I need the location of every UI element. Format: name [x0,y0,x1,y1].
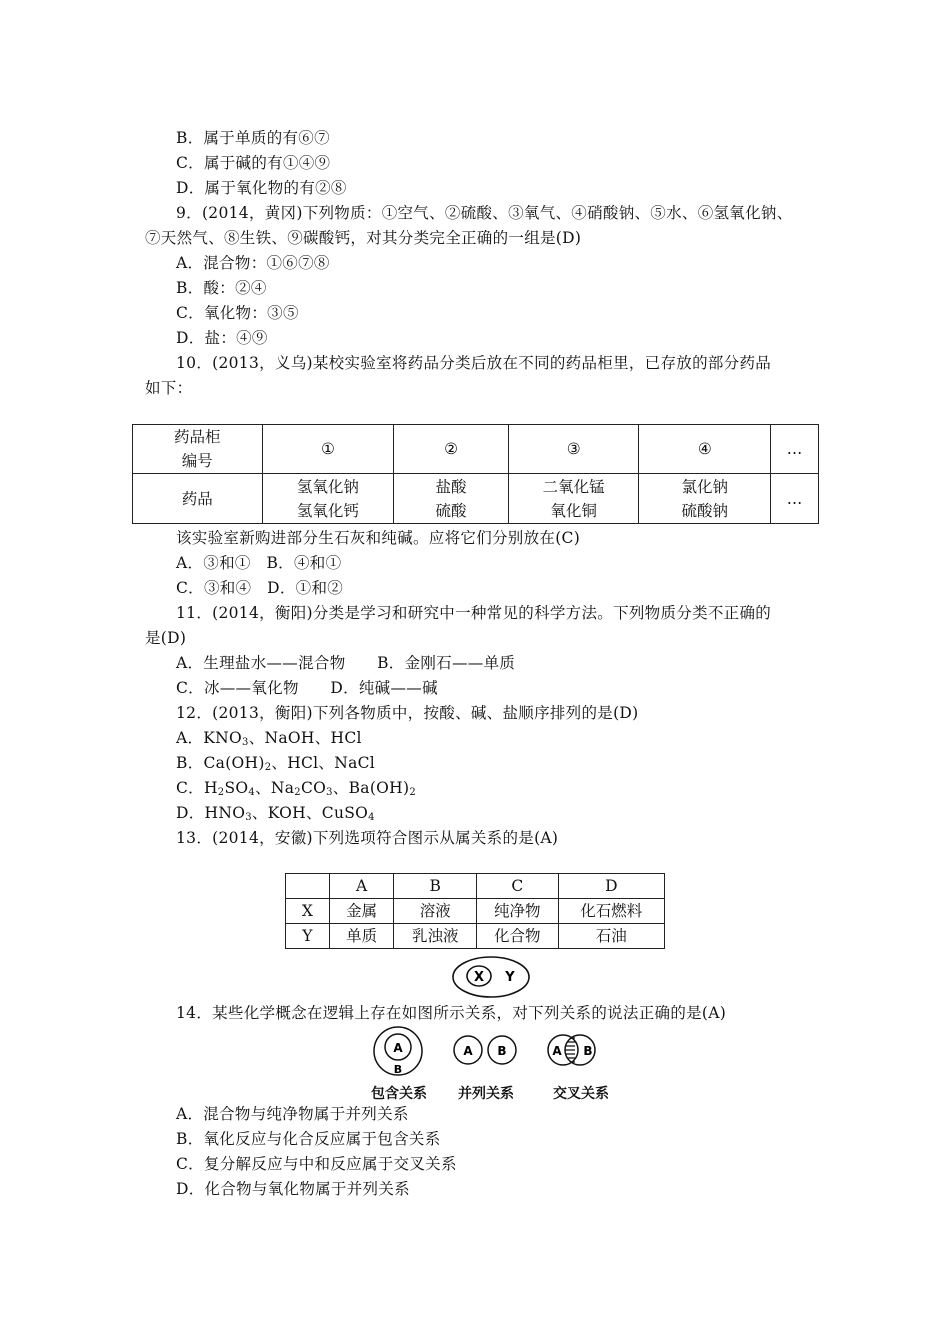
cabinet-cell-more: … [771,474,819,524]
q11-options-line2: C．冰——氧化物 D．纯碱——碱 [176,679,438,697]
relation-x-b: 溶液 [394,899,477,924]
q11-stem-line1: 11．(2014，衡阳)分类是学习和研究中一种常见的科学方法。下列物质分类不正确的 [176,604,772,622]
q8-option-d: D．属于氧化物的有②⑧ [176,179,347,197]
q12-option-b: B．$Ca(OH)_2$、HCl、NaCl [176,754,376,773]
cabinet-row-label: 药品 [133,474,263,524]
relation-y-b: 乳浊液 [394,924,477,949]
q12-option-a: A．$KNO_3$、NaOH、HCl [176,729,362,748]
relation-header-b: B [394,874,477,899]
label-x: X [473,970,485,985]
q9-option-c: C．氧化物：③⑤ [176,304,299,322]
xy-containment-diagram [450,954,532,1000]
q8-option-b: B．属于单质的有⑥⑦ [176,129,330,147]
q9-stem-line2: ⑦天然气、⑧生铁、⑨碳酸钙，对其分类完全正确的一组是(D) [145,229,582,247]
label-intersection: 交叉关系 [553,1086,609,1102]
q9-option-b: B．酸：②④ [176,279,267,297]
relation-y-c: 化合物 [477,924,559,949]
q11-options-line1: A．生理盐水——混合物 B．金刚石——单质 [176,654,516,672]
relation-row-x-label: X [286,899,330,924]
parallel-label-a: A [463,1044,473,1058]
cabinet-header-3: ③ [508,425,639,474]
relation-x-d: 化石燃料 [558,899,664,924]
q12-option-d: D．$HNO_3$、KOH、CuSO$_4$ [176,804,375,823]
cabinet-cell-4: 氯化钠 硫酸钠 [639,474,771,524]
relation-x-a: 金属 [329,899,394,924]
relation-header-d: D [558,874,664,899]
q14-option-a: A．混合物与纯净物属于并列关系 [176,1105,409,1123]
q10-stem-line1: 10．(2013，义乌)某校实验室将药品分类后放在不同的药品柜里，已存放的部分药品 [176,354,772,372]
cabinet-cell-3: 二氧化锰 氧化铜 [508,474,639,524]
cabinet-header-1: ① [262,425,394,474]
relation-y-d: 石油 [558,924,664,949]
q11-stem-line2: 是(D) [145,629,187,647]
subordinate-relation-table [285,873,665,949]
medicine-cabinet-table [132,424,819,524]
q9-option-d: D．盐：④⑨ [176,329,268,347]
label-parallel: 并列关系 [458,1086,514,1102]
q12-option-c: C．$H_2SO_4$、$Na_2CO_3$、$Ba(OH)_2$ [176,779,417,798]
q13-stem: 13．(2014，安徽)下列选项符合图示从属关系的是(A) [176,829,559,847]
inclusion-label-a: A [393,1041,403,1055]
q8-option-c: C．属于碱的有①④⑨ [176,154,331,172]
q14-option-d: D．化合物与氧化物属于并列关系 [176,1180,410,1198]
cabinet-header-more: … [771,425,819,474]
relation-header-c: C [477,874,559,899]
q10-stem-line2: 如下： [145,379,193,397]
relation-y-a: 单质 [329,924,394,949]
inclusion-label-b: B [393,1063,403,1076]
intersection-label-a: A [552,1044,562,1058]
q14-option-b: B．氧化反应与化合反应属于包含关系 [176,1130,441,1148]
q10-options-line1: A．③和① B．④和① [176,554,342,572]
q10-options-line2: C．③和④ D．①和② [176,579,344,597]
label-y: Y [505,970,515,985]
cabinet-cell-2: 盐酸 硫酸 [394,474,509,524]
cabinet-header-label: 药品柜 编号 [133,425,263,474]
q14-option-c: C．复分解反应与中和反应属于交叉关系 [176,1155,457,1173]
label-inclusion: 包含关系 [371,1086,427,1102]
relation-header-corner [286,874,330,899]
relation-row-y-label: Y [286,924,330,949]
q10-after-table: 该实验室新购进部分生石灰和纯碱。应将它们分别放在(C) [176,529,581,547]
q14-stem: 14．某些化学概念在逻辑上存在如图所示关系，对下列关系的说法正确的是(A) [176,1004,727,1022]
q9-stem-line1: 9．(2014，黄冈)下列物质：①空气、②硫酸、③氧气、④硝酸钠、⑤水、⑥氢氧化钠、 [176,204,793,222]
relation-header-a: A [329,874,394,899]
intersection-label-b: B [583,1044,593,1058]
parallel-label-b: B [497,1044,507,1058]
relation-x-c: 纯净物 [477,899,559,924]
cabinet-cell-1: 氢氧化钠 氢氧化钙 [262,474,394,524]
q9-option-a: A．混合物：①⑥⑦⑧ [176,254,330,272]
cabinet-header-2: ② [394,425,509,474]
concept-relation-diagrams [368,1026,618,1078]
q12-stem: 12．(2013，衡阳)下列各物质中，按酸、碱、盐顺序排列的是(D) [176,704,639,722]
cabinet-header-4: ④ [639,425,771,474]
